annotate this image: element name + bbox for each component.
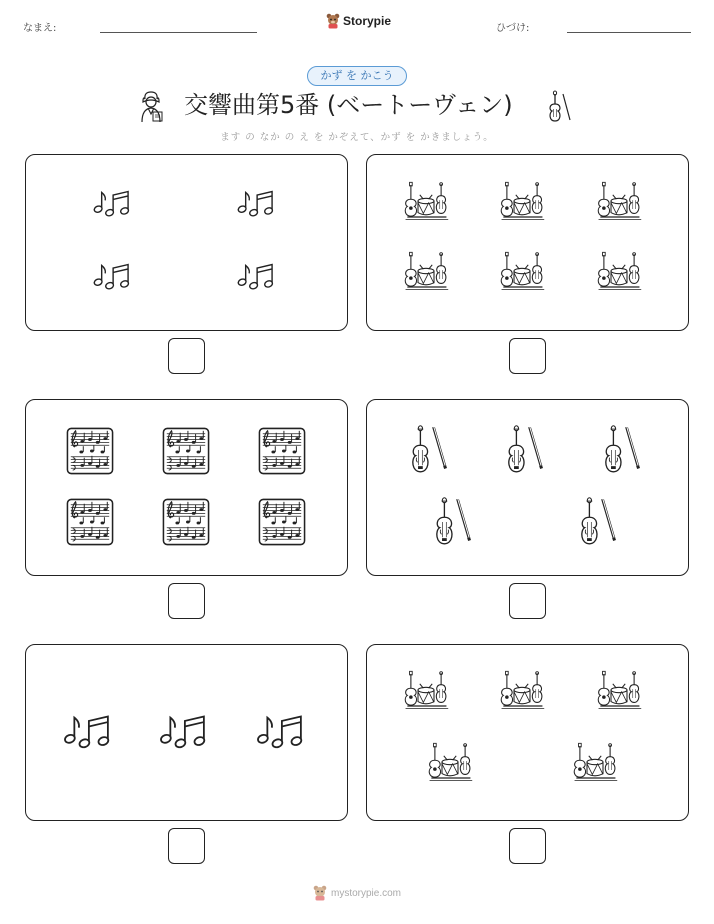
instrument-group-icon [402,251,450,291]
storypie-bear-icon [313,885,327,901]
instrument-group-icon [402,670,450,710]
answer-box-4[interactable] [509,583,546,619]
violin-icon [409,424,447,476]
count-panel-5 [25,644,348,821]
beethoven-portrait-icon [137,90,165,124]
music-notes-icon [255,712,311,750]
page-title: 交響曲第5番 (ベートーヴェン) [184,91,513,119]
sheet-music-icon [162,498,210,546]
violin-icon [433,496,471,548]
instrument-group-icon [402,181,450,221]
instrument-group-icon [595,670,643,710]
music-notes-icon [236,261,280,291]
instrument-group-icon [498,670,546,710]
date-label: ひづけ: [496,23,530,34]
music-notes-icon [62,712,118,750]
date-line[interactable] [567,32,691,33]
brand-logo [326,13,391,29]
answer-box-2[interactable] [509,338,546,374]
footer-url[interactable]: mystorypie.com [330,887,401,899]
violin-icon [578,496,616,548]
instructions: ます の なか の え を かぞえて、かず を かきましょう。 [220,132,494,143]
brand-name: Storypie [343,14,392,28]
storypie-bear-icon [326,13,340,29]
music-notes-icon [236,188,280,218]
sheet-music-icon [66,427,114,475]
instrument-group-icon [498,181,546,221]
name-line[interactable] [100,32,257,33]
violin-icon [505,424,543,476]
answer-box-5[interactable] [168,828,205,864]
instrument-group-icon [571,742,619,782]
title-row [0,88,714,124]
instrument-group-icon [595,181,643,221]
count-panel-3 [25,399,348,576]
sheet-music-icon [66,498,114,546]
violin-icon [602,424,640,476]
answer-box-3[interactable] [168,583,205,619]
count-panel-2 [366,154,689,331]
instrument-group-icon [498,251,546,291]
answer-box-1[interactable] [168,338,205,374]
footer [0,885,714,901]
music-notes-icon [92,188,136,218]
count-panel-1 [25,154,348,331]
instrument-group-icon [595,251,643,291]
worksheet-badge: かず を かこう [307,66,407,86]
count-panel-6 [366,644,689,821]
music-notes-icon [92,261,136,291]
sheet-music-icon [258,427,306,475]
sheet-music-icon [258,498,306,546]
title-violin-icon [546,90,572,124]
instrument-group-icon [426,742,474,782]
name-label: なまえ: [23,23,57,34]
count-panel-4 [366,399,689,576]
answer-box-6[interactable] [509,828,546,864]
sheet-music-icon [162,427,210,475]
music-notes-icon [158,712,214,750]
